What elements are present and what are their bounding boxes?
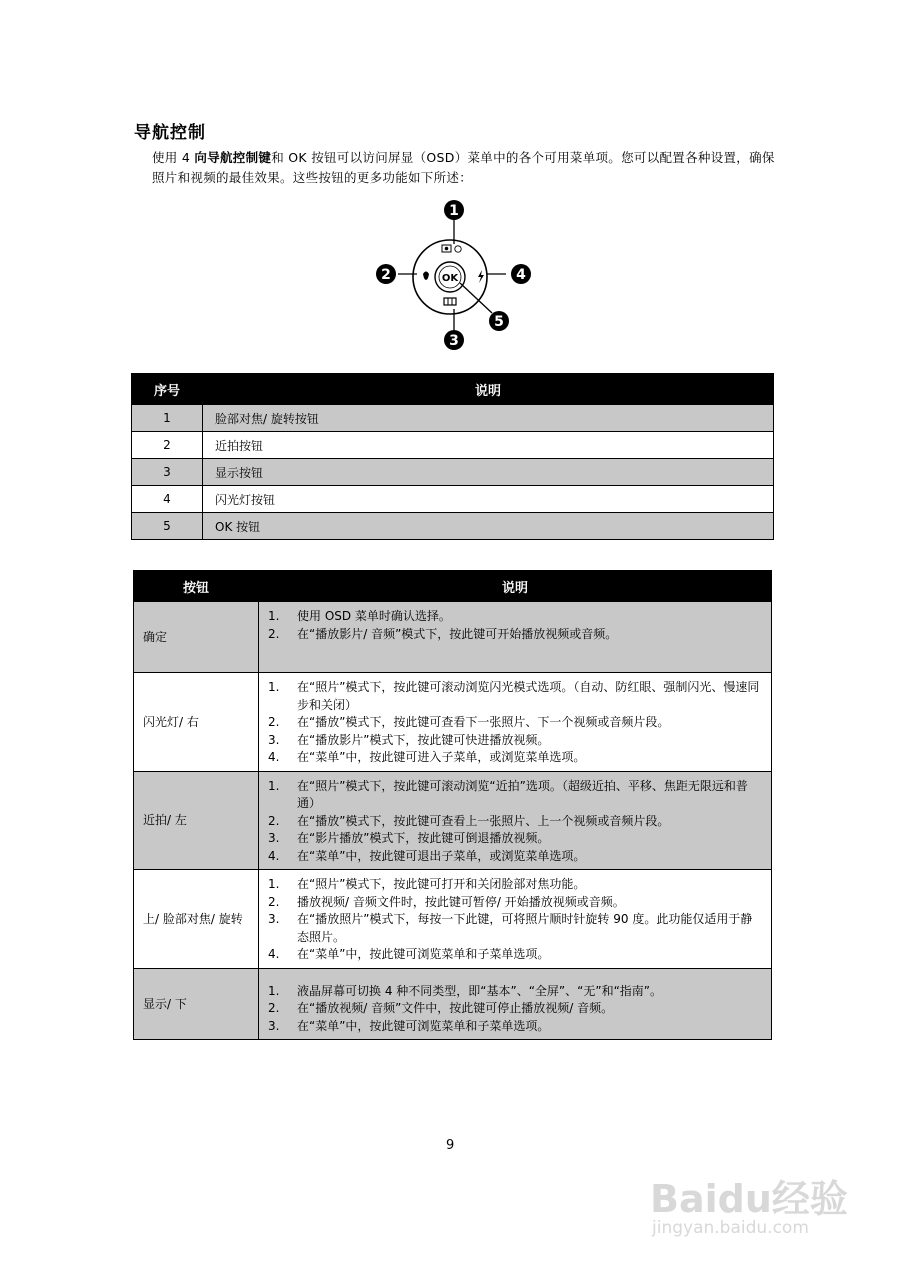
- list-item: 2. 在“播放视频/ 音频”文件中，按此键可停止播放视频/ 音频。: [268, 1001, 614, 1015]
- column-header: 说明: [259, 571, 772, 602]
- callout-4: [511, 264, 531, 284]
- list-item: 1. 液晶屏幕可切换 4 种不同类型，即“基本”、“全屏”、“无”和“指南”。: [268, 983, 663, 998]
- row-description: 闪光灯按钮: [203, 486, 774, 513]
- button-name: 近拍/ 左: [134, 771, 259, 870]
- row-number: 2: [132, 432, 203, 459]
- row-description: OK 按钮: [203, 513, 774, 540]
- row-description: 近拍按钮: [203, 432, 774, 459]
- column-header: 按钮: [134, 571, 259, 602]
- ok-label: OK: [441, 273, 459, 284]
- button-function-table: [133, 570, 772, 1040]
- watermark-brand: Baidu经验: [650, 1177, 848, 1221]
- list-item: 3. 在“影片播放”模式下，按此键可倒退播放视频。: [268, 831, 550, 845]
- callout-2: [376, 264, 396, 284]
- table-row: [132, 459, 774, 486]
- baidu-watermark: [640, 1160, 870, 1250]
- intro-paragraph: 使用 4 向导航控制键和 OK 按钮可以访问屏显（OSD）菜单中的各个可用菜单项。您可以配置各种设置，确保照片和视频的最佳效果。这些按钮的更多功能如下所述：: [152, 150, 775, 185]
- row-description: 脸部对焦/ 旋转按钮: [203, 405, 774, 432]
- list-item: 1. 在“照片”模式下，按此键可滚动浏览“近拍”选项。（超级近拍、平移、焦距无限远和普通）: [268, 778, 748, 810]
- navigation-pad-diagram: [360, 195, 540, 355]
- button-name: 闪光灯/ 右: [134, 673, 259, 772]
- table-row: [134, 771, 772, 870]
- row-number: 3: [132, 459, 203, 486]
- watermark-url: jingyan.baidu.com: [652, 1218, 809, 1238]
- column-header: 说明: [203, 374, 774, 405]
- list-item: 2. 在“播放影片/ 音频”模式下，按此键可开始播放视频或音频。: [268, 626, 618, 641]
- list-item: 3. 在“播放影片”模式下，按此键可快进播放视频。: [268, 732, 550, 747]
- list-item: 2. 在“播放”模式下，按此键可查看下一张照片、下一个视频或音频片段。: [268, 715, 670, 729]
- svg-text:3: 3: [449, 333, 459, 349]
- row-number: 1: [132, 405, 203, 432]
- table-row: [134, 968, 772, 1040]
- page-number: 9: [446, 1138, 455, 1153]
- list-item: 1. 在“照片”模式下，按此键可滚动浏览闪光模式选项。（自动、防红眼、强制闪光、慢速同步和关闭）: [268, 680, 760, 712]
- row-number: 4: [132, 486, 203, 513]
- svg-text:1: 1: [449, 203, 459, 219]
- svg-text:2: 2: [381, 267, 391, 283]
- function-list: [259, 968, 772, 1040]
- svg-text:5: 5: [494, 314, 504, 330]
- callout-5: [489, 311, 509, 331]
- list-item: 3. 在“播放照片”模式下，每按一下此键，可将照片顺时针旋转 90 度。此功能仅适用于静态照片。: [268, 912, 753, 944]
- button-name: 确定: [134, 602, 259, 673]
- list-item: 2. 在“播放”模式下，按此键可查看上一张照片、上一个视频或音频片段。: [268, 813, 670, 828]
- row-number: 5: [132, 513, 203, 540]
- table-row: [132, 513, 774, 540]
- button-name: 显示/ 下: [134, 968, 259, 1040]
- list-item: 2. 播放视频/ 音频文件时，按此键可暂停/ 开始播放视频或音频。: [268, 894, 625, 909]
- button-index-table: [131, 373, 774, 540]
- list-item: 3. 在“菜单”中，按此键可浏览菜单和子菜单选项。: [268, 1018, 550, 1033]
- table-row: [132, 432, 774, 459]
- list-item: 4. 在“菜单”中，按此键可浏览菜单和子菜单选项。: [268, 947, 550, 961]
- svg-text:4: 4: [516, 267, 526, 283]
- list-item: 4. 在“菜单”中，按此键可退出子菜单，或浏览菜单选项。: [268, 848, 586, 863]
- section-title: 导航控制: [134, 123, 206, 143]
- function-list: [259, 673, 772, 772]
- button-name: 上/ 脸部对焦/ 旋转: [134, 870, 259, 969]
- row-description: 显示按钮: [203, 459, 774, 486]
- callout-1: [444, 200, 464, 220]
- table-row: [134, 602, 772, 673]
- function-list: [259, 602, 772, 673]
- column-header: 序号: [132, 374, 203, 405]
- list-item: 1. 在“照片”模式下，按此键可打开和关闭脸部对焦功能。: [268, 877, 586, 891]
- function-list: [259, 771, 772, 870]
- function-list: [259, 870, 772, 969]
- table-row: [132, 405, 774, 432]
- callout-3: [444, 330, 464, 350]
- table-row: [134, 870, 772, 969]
- list-item: 1. 使用 OSD 菜单时确认选择。: [268, 609, 451, 623]
- table-row: [134, 673, 772, 772]
- table-row: [132, 486, 774, 513]
- list-item: 4. 在“菜单”中，按此键可进入子菜单，或浏览菜单选项。: [268, 750, 586, 764]
